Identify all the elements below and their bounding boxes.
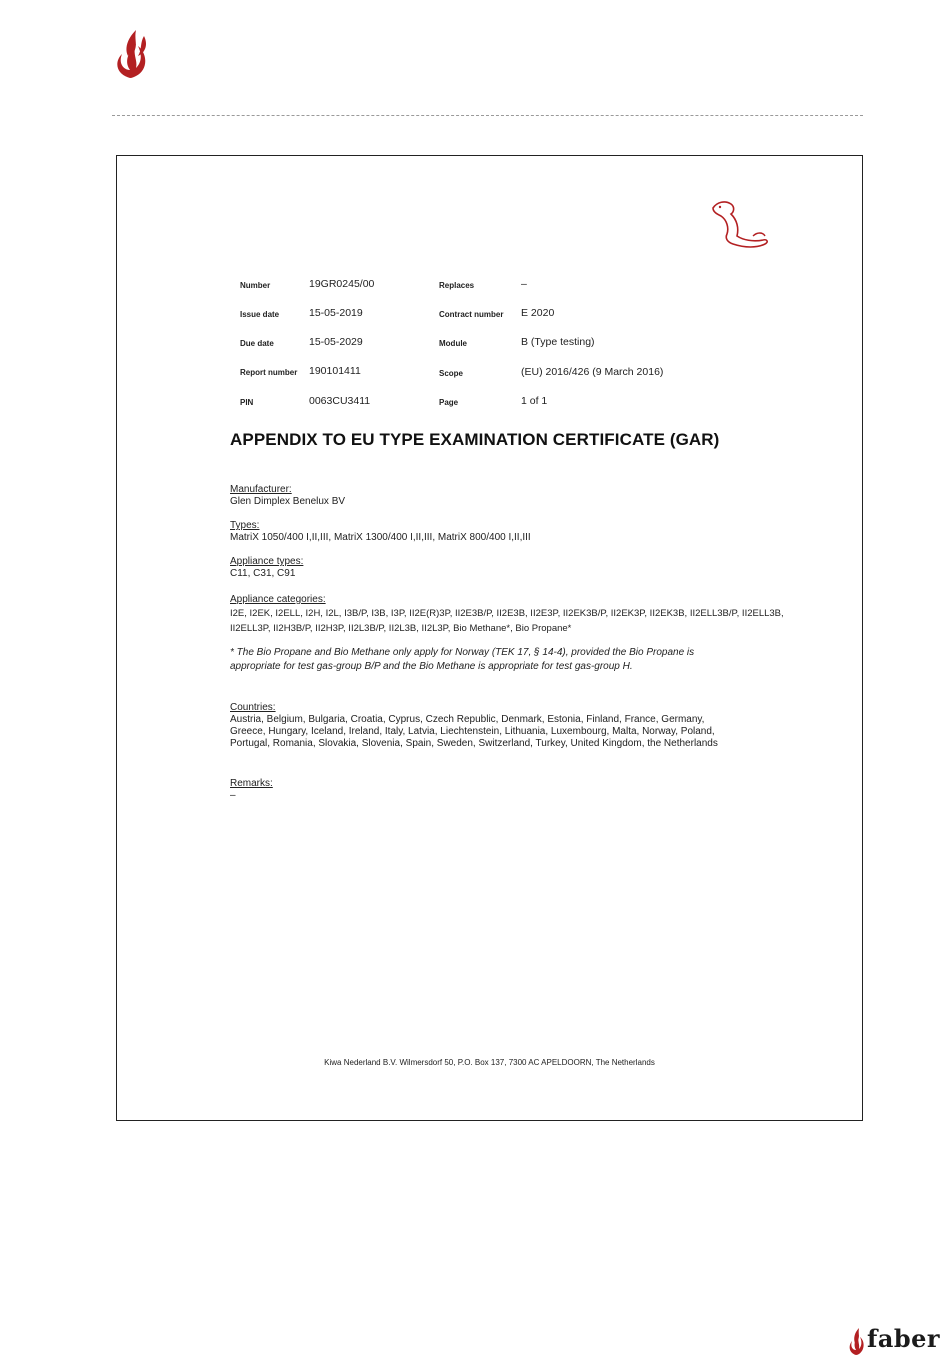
countries-value: Austria, Belgium, Bulgaria, Croatia, Cyprus, Czech Republic, Denmark, Estonia, Finland, France, Germany, Greece, Hungary, Iceland, Ireland, Italy, Latvia, Liechtenstein, Lithuania, Luxembourg, Malta, Norway, Poland, Portugal, Romania, Slovakia, Slovenia, Spain, Sweden, Switzerland, Turkey, United Kingdom, the Netherlands — [230, 714, 718, 749]
types-value: MatriX 1050/400 I,II,III, MatriX 1300/400 I,II,III, MatriX 800/400 I,II,III — [230, 532, 531, 543]
appliance-types-section — [230, 556, 303, 580]
countries-heading: Countries: — [230, 702, 276, 713]
types-section — [230, 520, 531, 544]
appliance-categories-section — [230, 594, 784, 635]
meta-label-number: Number — [240, 281, 271, 290]
appliance-categories-heading: Appliance categories: — [230, 594, 326, 605]
kiwa-weasel-logo — [707, 194, 771, 250]
meta-value-due-date: 15-05-2029 — [309, 336, 363, 348]
manufacturer-value: Glen Dimplex Benelux BV — [230, 496, 346, 507]
appliance-types-heading: Appliance types: — [230, 556, 304, 567]
meta-label-module: Module — [439, 339, 467, 348]
appliance-types-value: C11, C31, C91 — [230, 568, 296, 579]
meta-label-pin: PIN — [240, 398, 254, 407]
remarks-value: – — [230, 790, 236, 801]
meta-label-issue-date: Issue date — [240, 310, 280, 319]
meta-value-issue-date: 15-05-2019 — [309, 307, 363, 319]
countries-section — [230, 702, 740, 750]
remarks-section — [230, 778, 273, 802]
meta-value-scope: (EU) 2016/426 (9 March 2016) — [521, 366, 664, 378]
meta-value-number: 19GR0245/00 — [309, 278, 375, 290]
types-heading: Types: — [230, 520, 260, 531]
faber-wordmark: faber — [867, 1324, 941, 1353]
meta-value-replaces: – — [521, 278, 527, 290]
meta-label-due-date: Due date — [240, 339, 274, 348]
meta-label-scope: Scope — [439, 369, 464, 378]
appliance-categories-line2: II2ELL3P, II2H3B/P, II2H3P, II2L3B/P, II2L3B, II2L3P, Bio Methane*, Bio Propane* — [230, 623, 572, 634]
meta-value-pin: 0063CU3411 — [309, 395, 371, 407]
header-divider — [112, 115, 863, 116]
certificate-footer-address: Kiwa Nederland B.V. Wilmersdorf 50, P.O. Box 137, 7300 AC APELDOORN, The Netherlands — [324, 1058, 655, 1067]
meta-value-contract-number: E 2020 — [521, 307, 555, 319]
meta-label-report-number: Report number — [240, 368, 298, 377]
remarks-heading: Remarks: — [230, 778, 273, 789]
meta-value-report-number: 190101411 — [309, 365, 361, 377]
bio-gas-note: * The Bio Propane and Bio Methane only apply for Norway (TEK 17, § 14-4), provided the Bio Propane is appropriate for test gas-group B/P and the Bio Methane is appropriate for test gas-group H. — [230, 647, 695, 672]
meta-label-page: Page — [439, 398, 459, 407]
faber-flame-icon — [846, 1326, 866, 1356]
certificate-title: APPENDIX TO EU TYPE EXAMINATION CERTIFICATE (GAR) — [230, 430, 720, 449]
appliance-categories-line1: I2E, I2EK, I2ELL, I2H, I2L, I3B/P, I3B, I3P, II2E(R)3P, II2E3B/P, II2E3B, II2E3P, II2EK3B/P, II2EK3P, II2EK3B, II2ELL3B/P, II2ELL3B, — [230, 608, 784, 619]
manufacturer-section — [230, 484, 345, 508]
meta-value-module: B (Type testing) — [521, 336, 595, 348]
meta-value-page: 1 of 1 — [521, 395, 548, 407]
certificate-page — [116, 155, 863, 1121]
manufacturer-heading: Manufacturer: — [230, 484, 292, 495]
meta-label-replaces: Replaces — [439, 281, 475, 290]
flame-icon — [108, 26, 154, 80]
faber-logo — [846, 1324, 946, 1358]
meta-label-contract-number: Contract number — [439, 310, 504, 319]
